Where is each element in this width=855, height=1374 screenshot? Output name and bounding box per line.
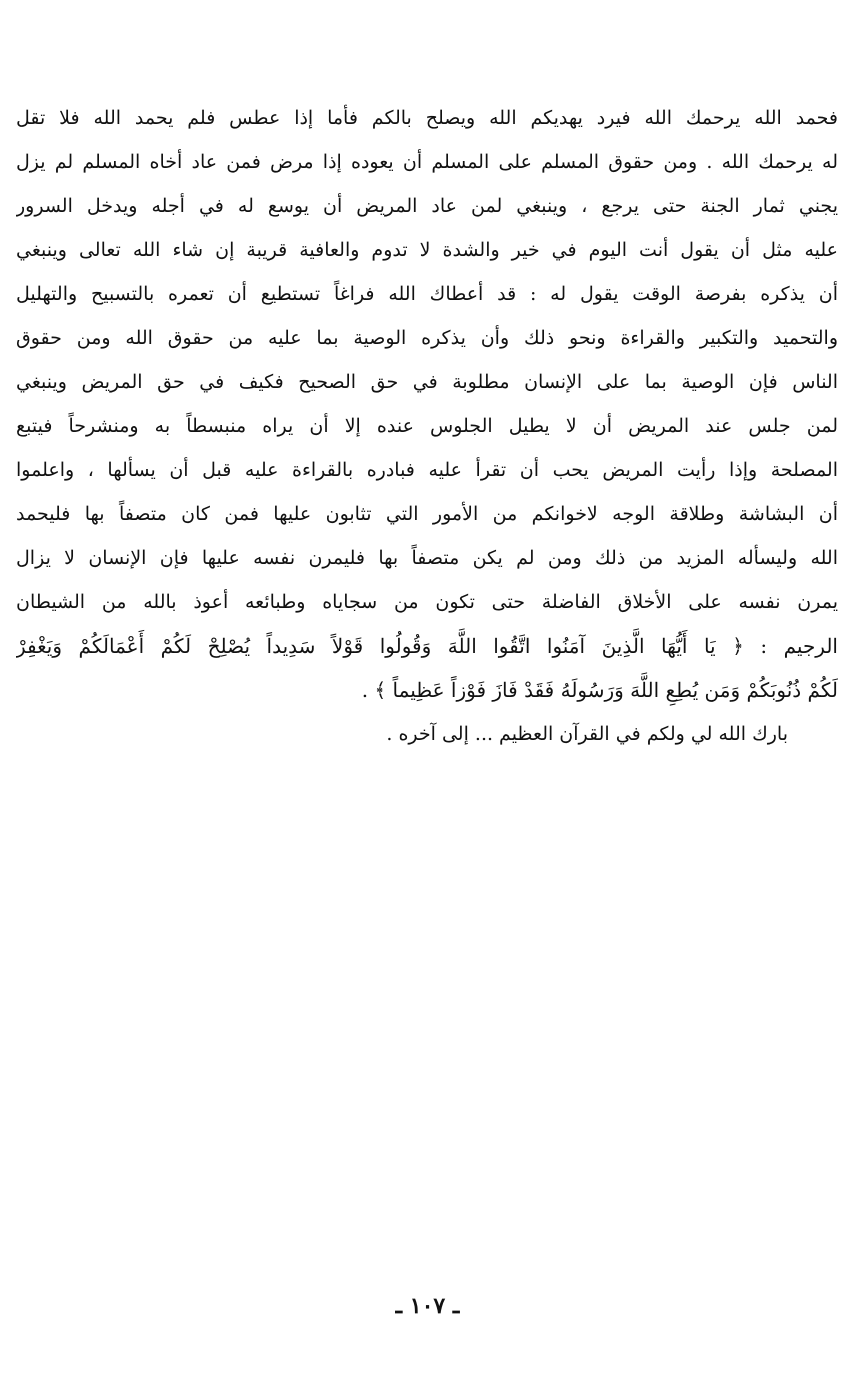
text-line: يمرن نفسه على الأخلاق الفاضلة حتى تكون من سجاياه وطبائعه أعوذ بالله من الشيطان <box>16 591 838 613</box>
text-line: فحمد الله يرحمك الله فيرد يهديكم الله ويصلح بالكم فأما إذا عطس فلم يحمد الله فلا تقل <box>16 107 838 129</box>
text-line: الله وليسأله المزيد من ذلك ومن لم يكن متصفاً بها فليمرن نفسه عليها فإن الإنسان لا يزال <box>16 547 838 569</box>
quran-verse-line: الرجيم : ﴿ يَا أَيُّهَا الَّذِينَ آمَنُوا اتَّقُوا اللَّهَ وَقُولُوا قَوْلاً سَدِيداً يُصْلِحْ لَكُمْ أَعْمَالَكُمْ وَيَغْفِرْ <box>16 634 838 658</box>
closing-line: بارك الله لي ولكم في القرآن العظيم ... إلى آخره . <box>386 723 788 745</box>
text-line: عليه مثل أن يقول أنت اليوم في خير والشدة لا تدوم والعافية قريبة إن شاء الله تعالى وينبغي <box>16 239 838 261</box>
text-line: والتحميد والتكبير والقراءة ونحو ذلك وأن يذكره الوصية بما عليه من حقوق الله ومن حقوق <box>16 327 838 349</box>
text-line: لمن جلس عند المريض أن لا يطيل الجلوس عنده إلا أن يراه منبسطاً به ومنشرحاً فيتبع <box>16 415 838 437</box>
page-number: ـ ١٠٧ ـ <box>395 1293 460 1319</box>
text-line: له يرحمك الله . ومن حقوق المسلم على المسلم أن يعوده إذا مرض فمن عاد أخاه المسلم لم يزل <box>16 151 838 173</box>
text-line: أن يذكره بفرصة الوقت يقول له : قد أعطاك الله فراغاً تستطيع أن تعمره بالتسبيح والتهليل <box>16 283 838 305</box>
text-line: الناس فإن الوصية بما على الإنسان مطلوبة في حق الصحيح فكيف في حق المريض وينبغي <box>16 371 838 393</box>
text-line: أن البشاشة وطلاقة الوجه لاخوانكم من الأمور التي تثابون عليها فمن كان متصفاً بها فليحمد <box>16 503 838 525</box>
quran-verse-line: لَكُمْ ذُنُوبَكُمْ وَمَن يُطِعِ اللَّهَ وَرَسُولَهُ فَقَدْ فَازَ فَوْزاً عَظِيماً ﴾ . <box>361 678 838 702</box>
page-body-text <box>16 96 838 756</box>
text-line: يجني ثمار الجنة حتى يرجع ، وينبغي لمن عاد المريض أن يوسع له في أجله ويدخل السرور <box>16 195 838 217</box>
text-line: المصلحة وإذا رأيت المريض يحب أن تقرأ عليه فبادره بالقراءة عليه قبل أن يسألها ، واعلموا <box>16 459 838 481</box>
